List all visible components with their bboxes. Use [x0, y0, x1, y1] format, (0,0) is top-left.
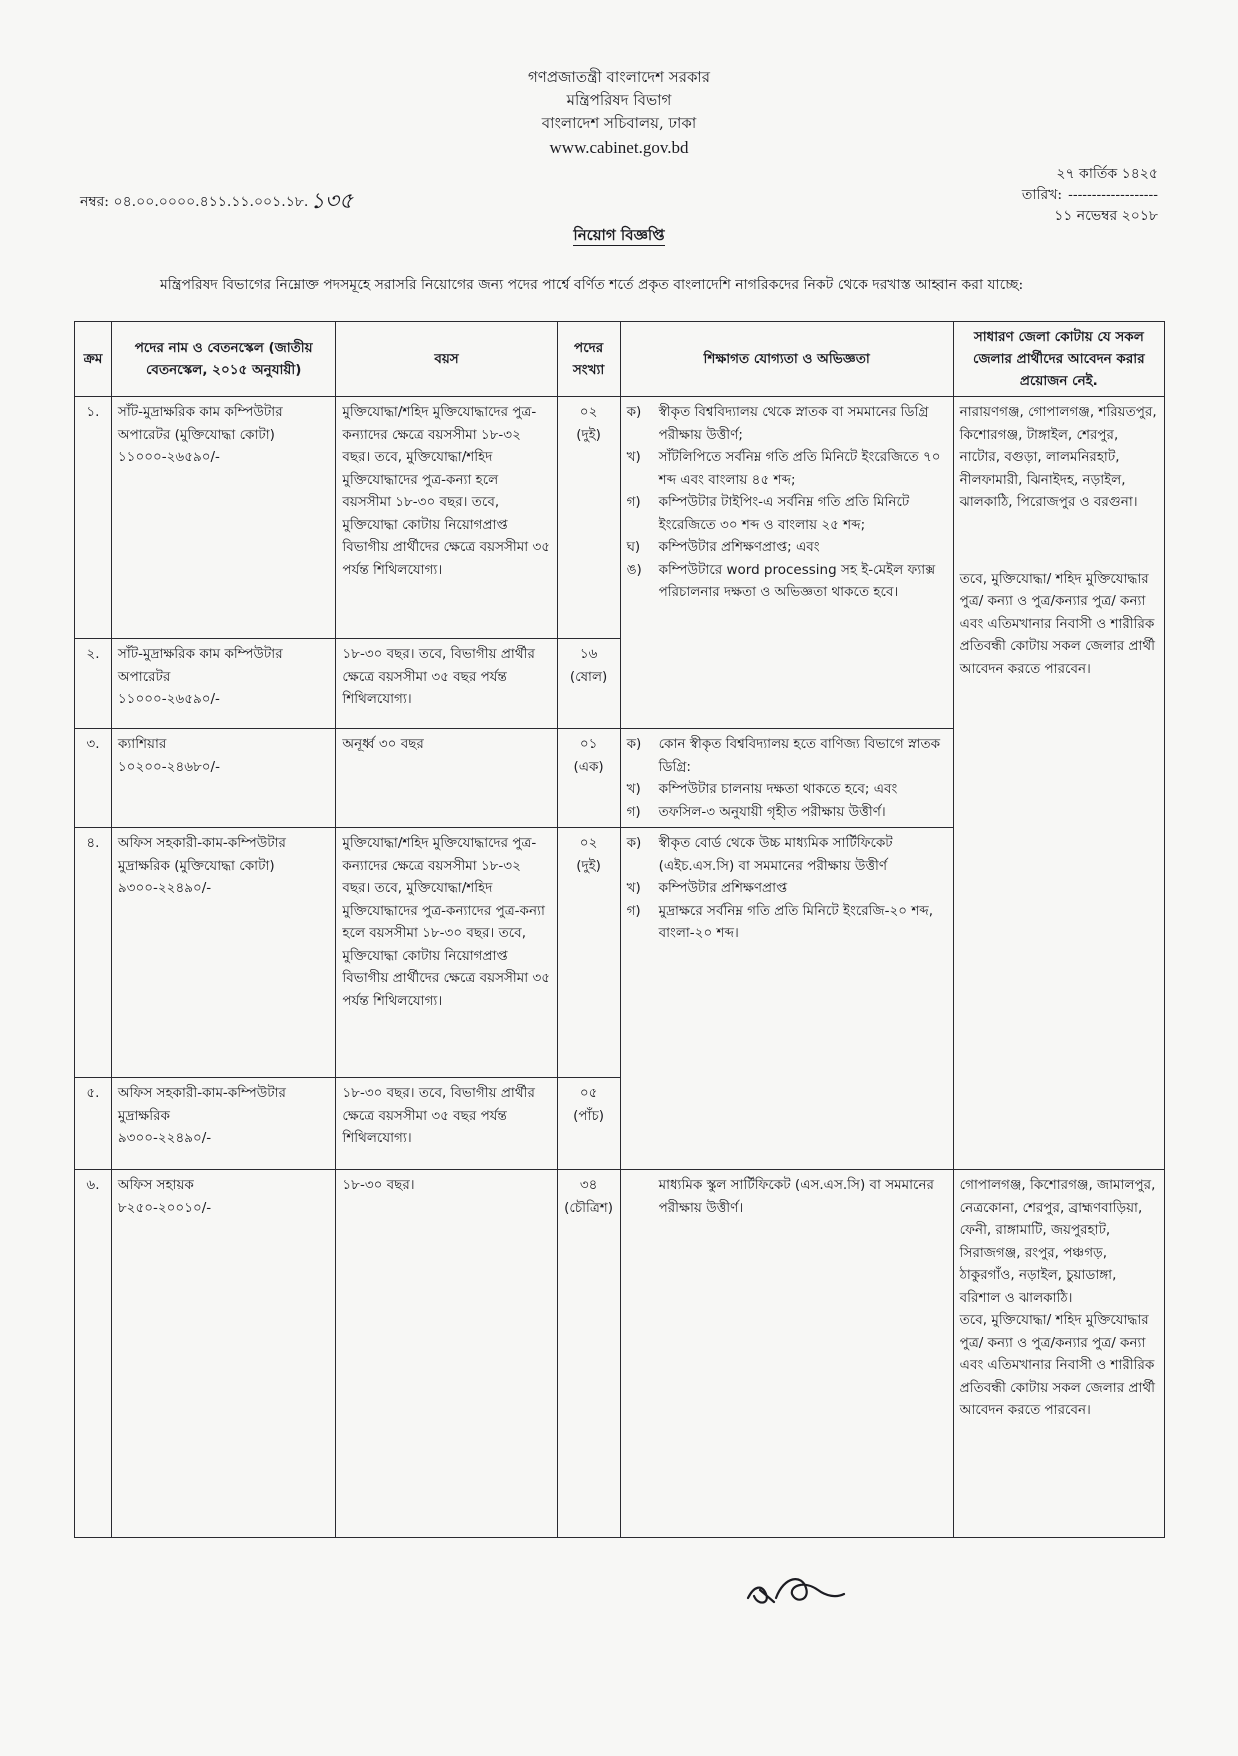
- qualification-item: ক) স্বীকৃত বিশ্ববিদ্যালয় থেকে স্নাতক বা সমমানের ডিগ্রি পরীক্ষায় উত্তীর্ণ;: [626, 404, 929, 443]
- row-serial: ৬.: [75, 1170, 112, 1538]
- date-english: ১১ নভেম্বর ২০১৮: [1054, 208, 1158, 224]
- letterhead: [0, 66, 1238, 160]
- qualification-group: [620, 397, 953, 729]
- qualification-group: [620, 729, 953, 828]
- qualification-item: গ) মুদ্রাক্ষরে সর্বনিম্ন গতি প্রতি মিনিটে ইংরেজি-২০ শব্দ, বাংলা-২০ শব্দ।: [626, 902, 934, 941]
- header-quota: সাধারণ জেলা কোটায় যে সকল জেলার প্রার্থীদের আবেদন করার প্রয়োজন নেই.: [953, 322, 1164, 397]
- pay-scale: ১০২০০-২৪৬৮০/-: [117, 758, 220, 775]
- signature-image: [740, 1568, 850, 1612]
- pay-scale: ৯৩০০-২২৪৯০/-: [117, 880, 212, 896]
- row-count: ১৬ (ষোল): [557, 639, 620, 729]
- qualification-group: [620, 828, 953, 1170]
- row-count: ০১ (এক): [557, 729, 620, 828]
- website: www.cabinet.gov.bd: [549, 138, 689, 157]
- table-row: [75, 397, 1165, 639]
- pay-scale: ১১০০০-২৬৫৯০/-: [117, 691, 220, 707]
- table-header-row: [75, 322, 1165, 397]
- qualification-item: গ) কম্পিউটার টাইপিং-এ সর্বনিম্ন গতি প্রতি মিনিটে ইংরেজিতে ৩০ শব্দ ও বাংলায় ২৫ শব্দ;: [626, 494, 910, 533]
- row-age: মুক্তিযোদ্ধা/শহিদ মুক্তিযোদ্ধাদের পুত্র-কন্যাদের ক্ষেত্রে বয়সসীমা ১৮-৩২ বছর। তবে, মুক্তিযোদ্ধা/শহিদ মুক্তিযোদ্ধাদের পুত্র-কন্যাদের পুত্র-কন্যা হলে বয়সসীমা ১৮-৩০ বছর। তবে, মুক্তিযোদ্ধা কোটায় নিয়োগপ্রাপ্ত বিভাগীয় প্রার্থীদের ক্ষেত্রে বয়সসীমা ৩৫ পর্যন্ত শিথিলযোগ্য।: [336, 828, 557, 1078]
- qualification-item: ঘ) কম্পিউটার প্রশিক্ষণপ্রাপ্ত; এবং: [626, 539, 820, 555]
- page-title: নিয়োগ বিজ্ঞপ্তি: [573, 226, 665, 244]
- qualification-item: গ) তফসিল-৩ অনুযায়ী গৃহীত পরীক্ষায় উত্তীর্ণ।: [626, 803, 886, 820]
- row-age: ১৮-৩০ বছর। তবে, বিভাগীয় প্রার্থীর ক্ষেত্রে বয়সসীমা ৩৫ বছর পর্যন্ত শিথিলযোগ্য।: [336, 1078, 557, 1170]
- date-dashes: -------------------: [1068, 187, 1158, 203]
- row-age: মুক্তিযোদ্ধা/শহিদ মুক্তিযোদ্ধাদের পুত্র-কন্যাদের ক্ষেত্রে বয়সসীমা ১৮-৩২ বছর। তবে, মুক্তিযোদ্ধা/শহিদ মুক্তিযোদ্ধাদের পুত্র-কন্যা হলে বয়সসীমা ১৮-৩০ বছর। তবে, মুক্তিযোদ্ধা কোটায় নিয়োগপ্রাপ্ত বিভাগীয় প্রার্থীদের ক্ষেত্রে বয়সসীমা ৩৫ পর্যন্ত শিথিলযোগ্য।: [336, 397, 557, 639]
- date-block: [968, 164, 1158, 227]
- memo-handwritten-number: ১৩৫: [310, 189, 354, 214]
- memo-number: [80, 182, 353, 219]
- quota-cell: [953, 397, 1164, 1170]
- header-count: পদের সংখ্যা: [557, 322, 620, 397]
- quota-districts: গোপালগঞ্জ, কিশোরগঞ্জ, জামালপুর, নেত্রকোনা, শেরপুর, ব্রাহ্মণবাড়িয়া, ফেনী, রাঙ্গামাটি, জয়পুরহাট, সিরাজগঞ্জ, রংপুর, পঞ্চগড়, ঠাকুরগাঁও, নড়াইল, চুয়াডাঙ্গা, বরিশাল ও ঝালকাঠি।: [959, 1177, 1156, 1306]
- quota-note: তবে, মুক্তিযোদ্ধা/ শহিদ মুক্তিযোদ্ধার পুত্র/ কন্যা ও পুত্র/কন্যার পুত্র/ কন্যা এবং এতিমখানার নিবাসী ও শারীরিক প্রতিবন্ধী কোটায় সকল জেলার প্রার্থী আবেদন করতে পারবেন।: [959, 570, 1156, 677]
- pay-scale: ৮২৫০-২০০১০/-: [117, 1199, 212, 1216]
- row-post: সাঁট-মুদ্রাক্ষরিক কাম কম্পিউটার অপারেটর (মুক্তিযোদ্ধা কোটা) ১১০০০-২৬৫৯০/-: [111, 397, 336, 639]
- memo-number-text: নম্বর: ০৪.০০.০০০০.৪১১.১১.০০১.১৮.: [80, 194, 309, 210]
- row-post: অফিস সহকারী-কাম-কম্পিউটার মুদ্রাক্ষরিক (মুক্তিযোদ্ধা কোটা) ৯৩০০-২২৪৯০/-: [111, 828, 336, 1078]
- row-count: ০৫ (পাঁচ): [557, 1078, 620, 1170]
- quota-districts: নারায়ণগঞ্জ, গোপালগঞ্জ, শরিয়তপুর, কিশোরগঞ্জ, টাঙ্গাইল, শেরপুর, নাটোর, বগুড়া, লালমনিরহাট, নীলফামারী, ঝিনাইদহ, নড়াইল, ঝালকাঠি, পিরোজপুর ও বরগুনা।: [959, 404, 1157, 510]
- table-row: [75, 1170, 1165, 1538]
- row-post: অফিস সহকারী-কাম-কম্পিউটার মুদ্রাক্ষরিক ৯৩০০-২২৪৯০/-: [111, 1078, 336, 1170]
- row-serial: ৫.: [75, 1078, 112, 1170]
- pay-scale: ৯৩০০-২২৪৯০/-: [117, 1130, 212, 1146]
- row-serial: ২.: [75, 639, 112, 729]
- qualification-group: মাধ্যমিক স্কুল সার্টিফিকেট (এস.এস.সি) বা সমমানের পরীক্ষায় উত্তীর্ণ।: [620, 1170, 953, 1538]
- vacancy-table: [74, 321, 1165, 1538]
- qualification-item: খ) সাঁটলিপিতে সর্বনিম্ন গতি প্রতি মিনিটে ইংরেজিতে ৭০ শব্দ এবং বাংলায় ৪৫ শব্দ;: [626, 449, 941, 488]
- qualification-item: ক) কোন স্বীকৃত বিশ্ববিদ্যালয় হতে বাণিজ্য বিভাগে স্নাতক ডিগ্রি:: [626, 736, 941, 775]
- header-serial: ক্রম: [75, 322, 112, 397]
- qualification-item: ক) স্বীকৃত বোর্ড থেকে উচ্চ মাধ্যমিক সার্টিফিকেট (এইচ.এস.সি) বা সমমানের পরীক্ষায় উত্তীর্ণ: [626, 835, 893, 874]
- qualification-item: খ) কম্পিউটার প্রশিক্ষণপ্রাপ্ত: [626, 880, 788, 896]
- quota-cell: [953, 1170, 1164, 1538]
- row-post: সাঁট-মুদ্রাক্ষরিক কাম কম্পিউটার অপারেটর ১১০০০-২৬৫৯০/-: [111, 639, 336, 729]
- row-age: ১৮-৩০ বছর। তবে, বিভাগীয় প্রার্থীর ক্ষেত্রে বয়সসীমা ৩৫ বছর পর্যন্ত শিথিলযোগ্য।: [336, 639, 557, 729]
- pay-scale: ১১০০০-২৬৫৯০/-: [117, 449, 220, 465]
- date-label: তারিখ:: [1021, 187, 1063, 203]
- government-name: গণপ্রজাতন্ত্রী বাংলাদেশ সরকার: [527, 68, 711, 86]
- row-count: ০২ (দুই): [557, 397, 620, 639]
- row-age: ১৮-৩০ বছর।: [336, 1170, 557, 1538]
- qualification-item: ঙ) কম্পিউটারে word processing সহ ই-মেইল ফ্যাক্স পরিচালনার দক্ষতা ও অভিজ্ঞতা থাকতে হবে।: [626, 561, 936, 600]
- intro-paragraph: মন্ত্রিপরিষদ বিভাগের নিম্নোক্ত পদসমূহে সরাসরি নিয়োগের জন্য পদের পার্শ্বে বর্ণিত শর্তে প্রকৃত বাংলাদেশি নাগরিকদের নিকট থেকে দরখাস্ত আহ্বান করা যাচ্ছে:: [160, 277, 1024, 293]
- row-post: অফিস সহায়ক ৮২৫০-২০০১০/-: [111, 1170, 336, 1538]
- secretariat-address: বাংলাদেশ সচিবালয়, ঢাকা: [541, 114, 697, 132]
- header-age: বয়স: [336, 322, 557, 397]
- row-serial: ১.: [75, 397, 112, 639]
- row-serial: ৩.: [75, 729, 112, 828]
- row-count: ০২ (দুই): [557, 828, 620, 1078]
- date-bangla: ২৭ কার্তিক ১৪২৫: [1056, 166, 1158, 182]
- row-count: ৩৪ (চৌত্রিশ): [557, 1170, 620, 1538]
- qualification-item: খ) কম্পিউটার চালনায় দক্ষতা থাকতে হবে; এবং: [626, 781, 898, 797]
- header-qualification: শিক্ষাগত যোগ্যতা ও অভিজ্ঞতা: [620, 322, 953, 397]
- row-age: অনূর্ধ্ব ৩০ বছর: [336, 729, 557, 828]
- row-serial: ৪.: [75, 828, 112, 1078]
- header-post: পদের নাম ও বেতনস্কেল (জাতীয় বেতনস্কেল, ২০১৫ অনুযায়ী): [111, 322, 336, 397]
- row-post: ক্যাশিয়ার ১০২০০-২৪৬৮০/-: [111, 729, 336, 828]
- quota-note: তবে, মুক্তিযোদ্ধা/ শহিদ মুক্তিযোদ্ধার পুত্র/ কন্যা ও পুত্র/কন্যার পুত্র/ কন্যা এবং এতিমখানার নিবাসী ও শারীরিক প্রতিবন্ধী কোটায় সকল জেলার প্রার্থী আবেদন করতে পারবেন।: [959, 1312, 1156, 1418]
- division-name: মন্ত্রিপরিষদ বিভাগ: [566, 91, 672, 109]
